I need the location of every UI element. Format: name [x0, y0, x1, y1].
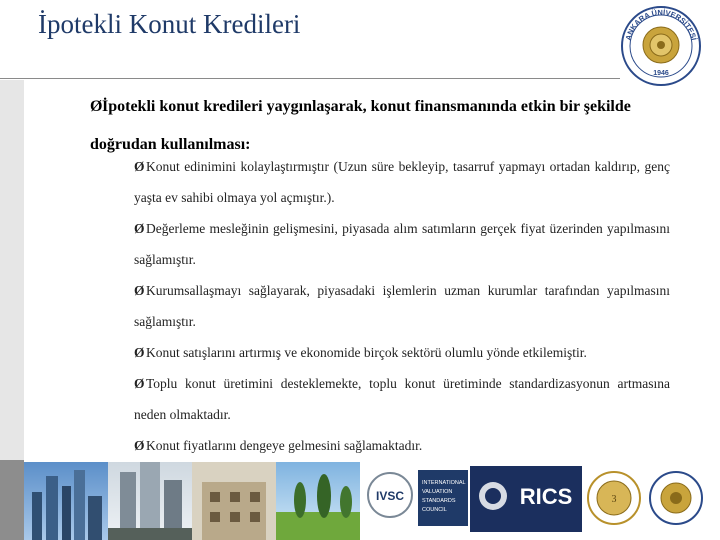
sub-bullet-5 — [134, 368, 670, 430]
bullet-arrow-icon: Ø — [90, 98, 103, 115]
university-seal-small-icon — [650, 472, 702, 524]
header — [0, 0, 720, 82]
rics-logo — [470, 466, 582, 532]
ivsc-text: IVSC — [375, 489, 405, 503]
main-bullet-text: İpotekli konut kredileri yaygınlaşarak, konut finansmanında etkin bir şekilde doğrudan kullanılması: — [90, 98, 631, 153]
page-title: İpotekli Konut Kredileri — [38, 9, 301, 39]
photo-strip — [24, 462, 360, 540]
sub-bullet-text: Konut satışlarını artırmış ve ekonomide birçok sektörü olumlu yönde etkilemiştir. — [146, 345, 587, 360]
sub-bullet-text: Konut fiyatlarını dengeye gelmesini sağlamaktadır. — [146, 438, 423, 453]
sub-bullet-text: Konut edinimini kolaylaştırmıştır (Uzun süre bekleyip, tasarruf yapmayı ortadan kaldırıp, genç yaşta ev sahibi olmaya yol açmıştır.). — [134, 159, 670, 205]
office-tower-photo — [108, 462, 192, 540]
left-sidebar-dark — [0, 460, 24, 540]
ivsc-caption-1: INTERNATIONAL — [422, 480, 466, 486]
bullet-arrow-icon: Ø — [134, 221, 145, 236]
sub-bullet-text: Kurumsallaşmayı sağlayarak, piyasadaki işlemlerin uzman kurumlar tarafından yapılmasını sağlamıştır. — [134, 283, 670, 329]
ivsc-caption-4: COUNCIL — [422, 507, 447, 513]
bullet-arrow-icon: Ø — [134, 283, 145, 298]
city-skyline-photo — [24, 462, 108, 540]
residential-photo — [192, 462, 276, 540]
bullet-arrow-icon: Ø — [134, 376, 145, 391]
seal-text: ANKARA ÜNİVERSİTESİ — [623, 7, 699, 42]
left-sidebar-light — [0, 80, 24, 460]
bullet-arrow-icon: Ø — [134, 438, 145, 453]
sub-bullet-4 — [134, 337, 670, 368]
sub-bullet-text: Toplu konut üretimini desteklemekte, toplu konut üretiminde standardizasyonun artmasına neden olmaktadır. — [134, 376, 670, 422]
gold-emblem-icon — [588, 472, 640, 524]
university-seal-icon — [620, 5, 702, 87]
ivsc-caption-3: STANDARDS — [422, 498, 456, 504]
bullet-arrow-icon: Ø — [134, 345, 145, 360]
bullet-arrow-icon: Ø — [134, 159, 145, 174]
sub-bullet-text: Değerleme mesleğinin gelişmesini, piyasada alım satımların gerçek fiyat üzerinden yapılmasını sağlamıştır. — [134, 221, 670, 267]
title-divider — [0, 78, 620, 79]
sub-bullet-1 — [134, 151, 670, 213]
sub-bullet-3 — [134, 275, 670, 337]
sub-bullet-2 — [134, 213, 670, 275]
logos-strip — [360, 462, 710, 540]
rics-text: RICS — [519, 484, 573, 509]
ivsc-caption-2: VALUATION — [422, 489, 453, 495]
sub-bullet-6 — [134, 430, 670, 461]
page-number: 3 — [611, 494, 617, 505]
countryside-photo — [276, 462, 360, 540]
seal-year: 1946 — [653, 70, 669, 77]
